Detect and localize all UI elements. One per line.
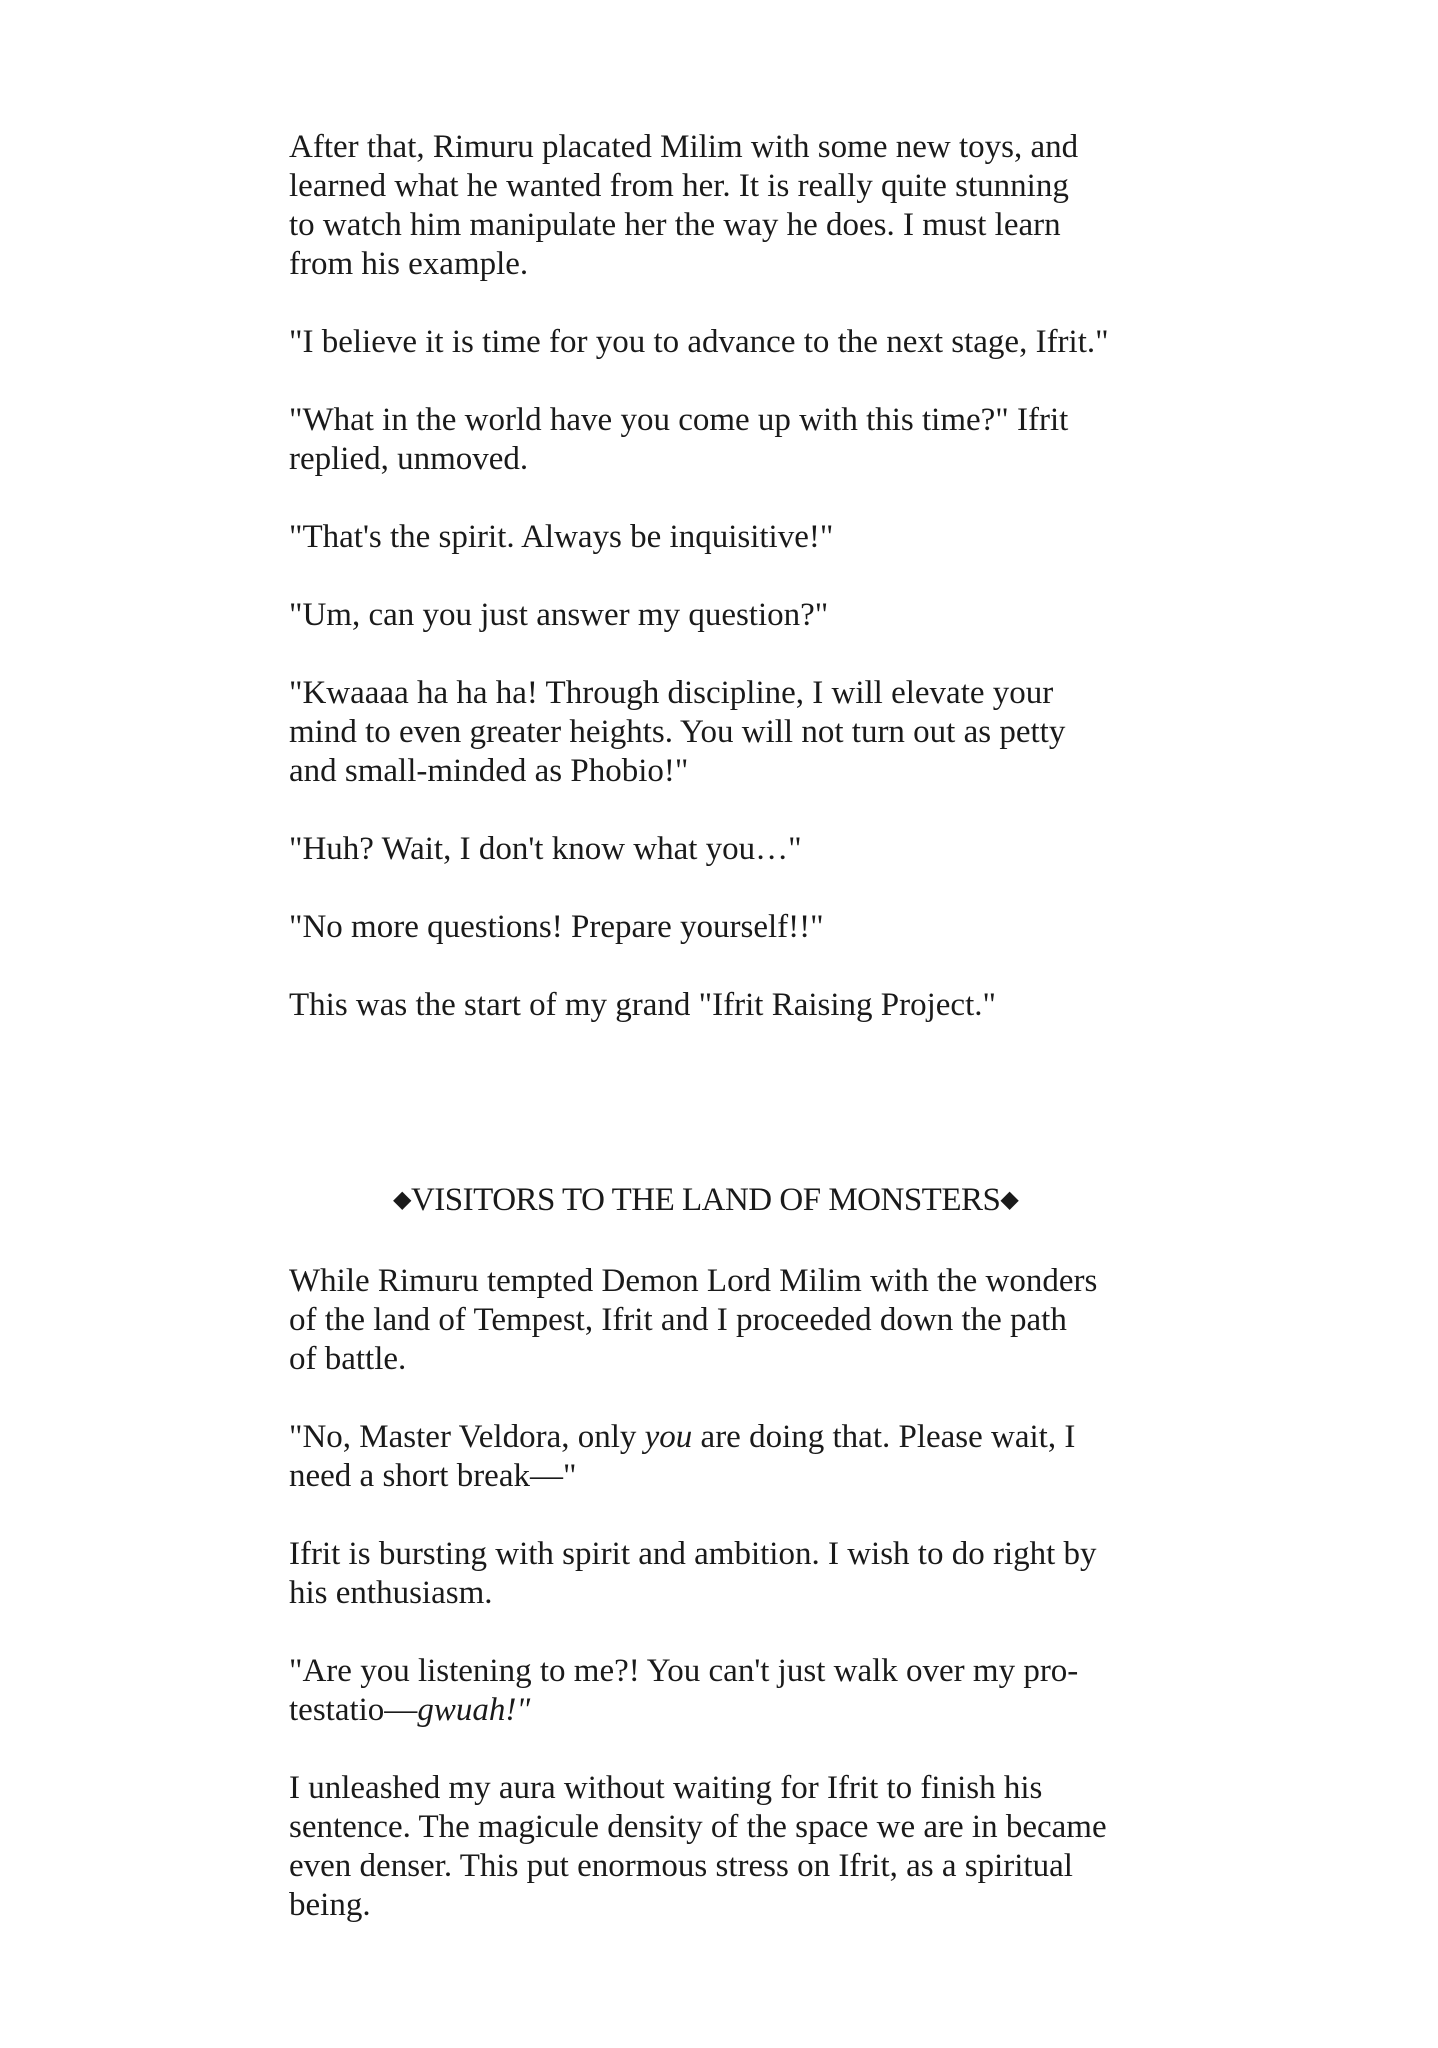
paragraph: [289, 596, 1189, 635]
section-heading-text: VISITORS TO THE LAND OF MONSTERS: [410, 1182, 1001, 1218]
text-line: "What in the world have you come up with this time?" Ifrit: [289, 402, 1069, 438]
paragraph: [289, 830, 1189, 869]
text-line: replied, unmoved.: [289, 441, 529, 477]
paragraph: [289, 1769, 1189, 1925]
text-line: his enthusiasm.: [289, 1575, 493, 1611]
paragraph: [289, 128, 1189, 284]
text-line: "That's the spirit. Always be inquisitive!": [289, 519, 834, 555]
text-line: of battle.: [289, 1341, 407, 1377]
paragraph: [289, 401, 1189, 479]
text-line: [289, 1691, 1189, 1730]
text-line: [289, 1418, 1189, 1457]
text-line: I unleashed my aura without waiting for Ifrit to finish his: [289, 1770, 1043, 1806]
text-line: "Are you listening to me?! You can't just walk over my pro-: [289, 1653, 1079, 1689]
paragraph: [289, 1418, 1189, 1496]
text-line: from his example.: [289, 246, 529, 282]
text-line: need a short break—": [289, 1458, 577, 1494]
text-line: even denser. This put enormous stress on Ifrit, as a spiritual: [289, 1848, 1073, 1884]
paragraph: [289, 1652, 1189, 1730]
text-line: and small-minded as Phobio!": [289, 753, 689, 789]
section-spacer: [289, 1064, 1189, 1181]
diamond-icon: ◆: [393, 1187, 411, 1213]
text-segment: are doing that. Please wait, I: [692, 1419, 1076, 1455]
text-segment: testatio—: [289, 1692, 418, 1728]
text-line: "Kwaaaa ha ha ha! Through discipline, I will elevate your: [289, 675, 1054, 711]
paragraph: [289, 323, 1189, 362]
paragraph: [289, 908, 1189, 947]
emphasis-text: gwuah!": [417, 1692, 531, 1728]
document-page: [289, 128, 1189, 1964]
text-line: "Huh? Wait, I don't know what you…": [289, 831, 802, 867]
text-line: After that, Rimuru placated Milim with some new toys, and: [289, 129, 1079, 165]
text-line: Ifrit is bursting with spirit and ambition. I wish to do right by: [289, 1536, 1097, 1572]
text-line: mind to even greater heights. You will not turn out as petty: [289, 714, 1066, 750]
text-line: This was the start of my grand "Ifrit Raising Project.": [289, 987, 996, 1023]
text-line: While Rimuru tempted Demon Lord Milim with the wonders: [289, 1263, 1098, 1299]
text-line: learned what he wanted from her. It is really quite stunning: [289, 168, 1069, 204]
paragraph: [289, 674, 1189, 791]
text-line: to watch him manipulate her the way he does. I must learn: [289, 207, 1061, 243]
text-line: sentence. The magicule density of the space we are in became: [289, 1809, 1107, 1845]
paragraph: [289, 518, 1189, 557]
text-line: being.: [289, 1887, 371, 1923]
paragraph: [289, 1535, 1189, 1613]
text-line: of the land of Tempest, Ifrit and I proceeded down the path: [289, 1302, 1067, 1338]
paragraph: [289, 1262, 1189, 1379]
text-line: "No more questions! Prepare yourself!!": [289, 909, 824, 945]
diamond-icon: ◆: [1000, 1187, 1019, 1213]
emphasis-text: you: [644, 1419, 693, 1455]
paragraph: [289, 986, 1189, 1025]
text-line: "Um, can you just answer my question?": [289, 597, 829, 633]
text-segment: "No, Master Veldora, only: [289, 1419, 645, 1455]
section-heading: [289, 1181, 1189, 1223]
text-line: "I believe it is time for you to advance to the next stage, Ifrit.": [289, 324, 1109, 360]
